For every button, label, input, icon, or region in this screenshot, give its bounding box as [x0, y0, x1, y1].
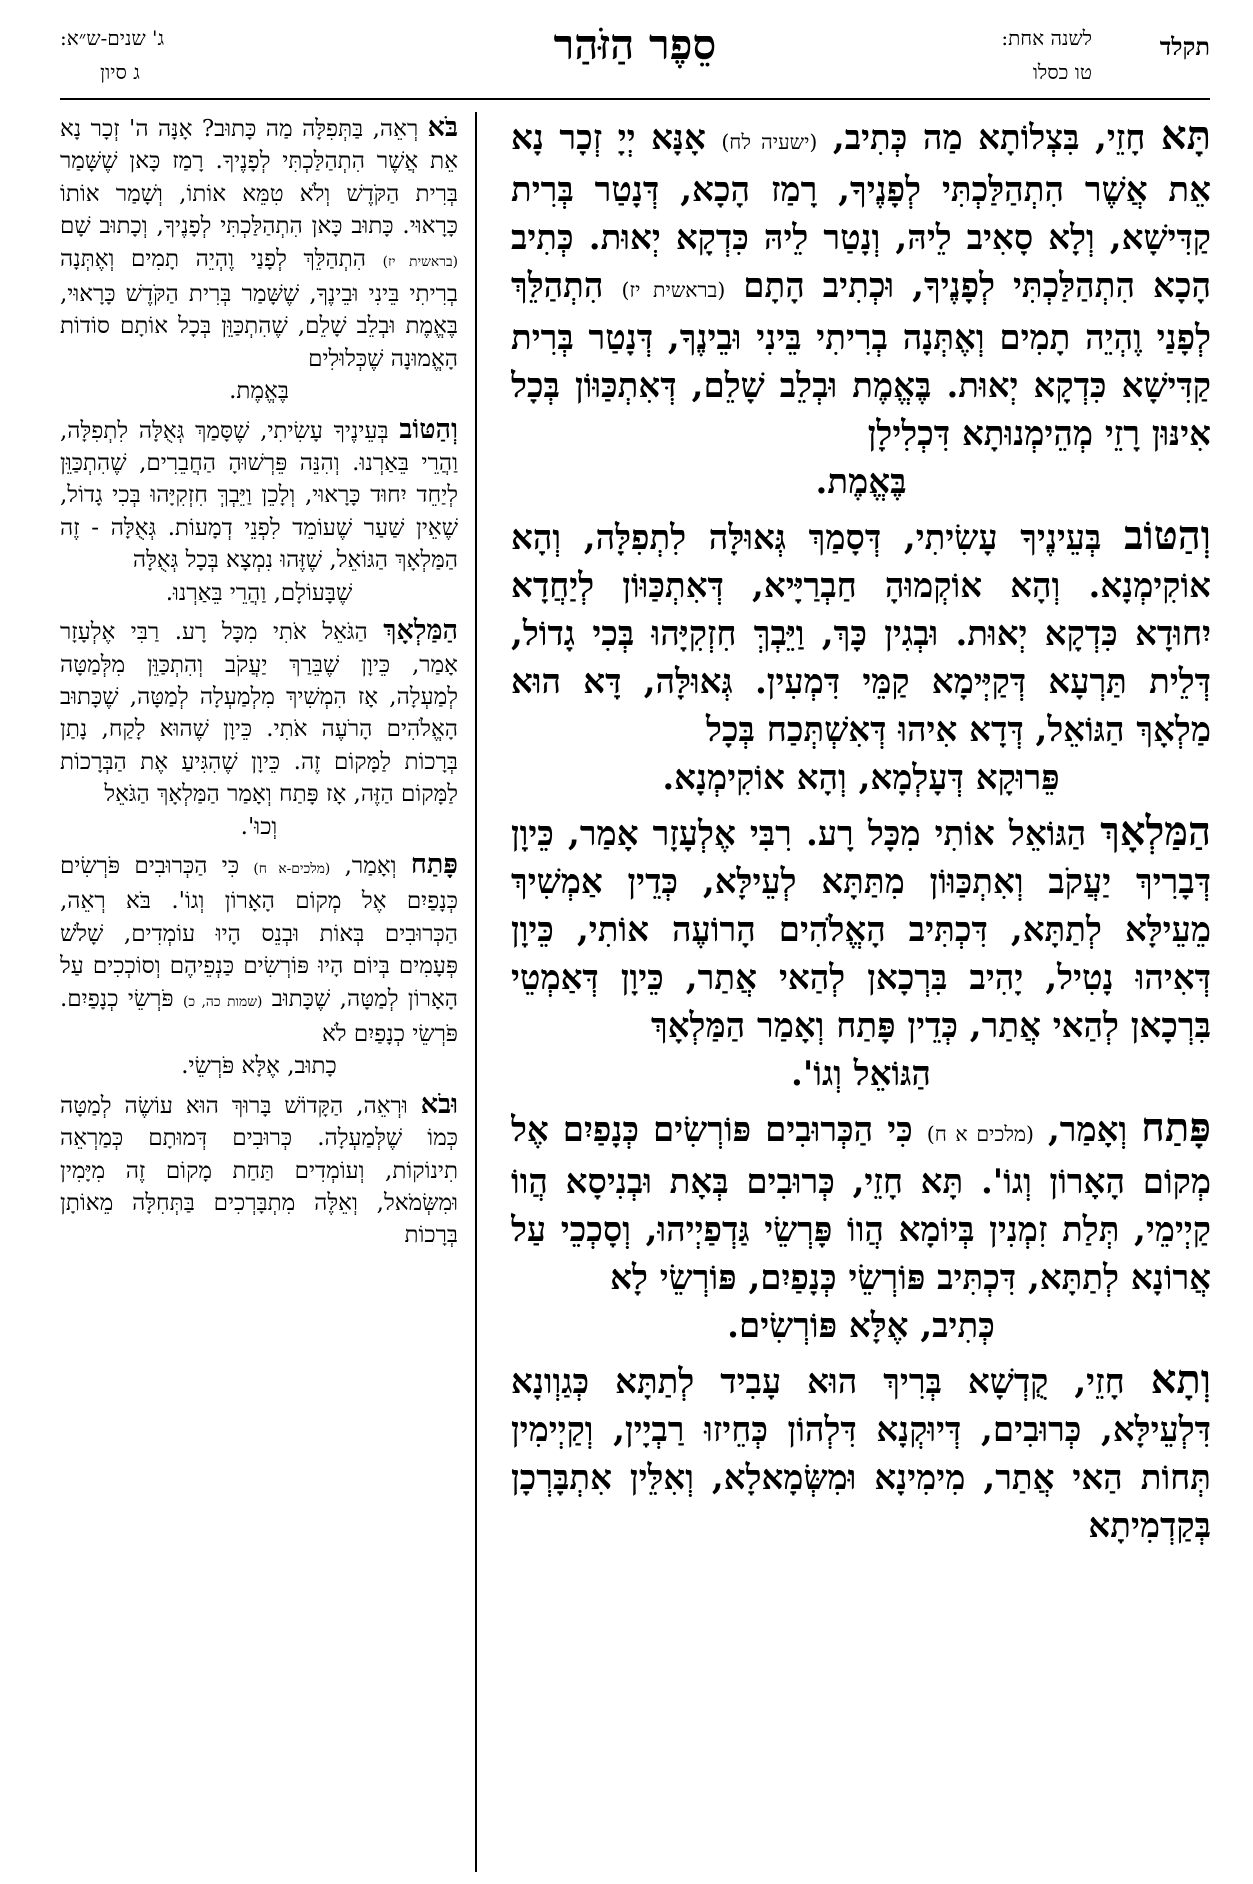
paragraph-tail: בֶּאֱמֶת. — [815, 462, 907, 502]
side-paragraph-5 — [60, 1089, 458, 1252]
paragraph-text: פֹּרְשֵׂי כְנָפַיִם. פֹּרְשֵׂי כְנָפַיִם לֹא — [60, 985, 458, 1047]
paragraph-lead-word: פָּתַח — [410, 848, 458, 880]
paragraph-lead-word: פָּתַח — [1141, 1104, 1211, 1151]
side-paragraph-1 — [60, 112, 458, 408]
three-year-schedule-label: ג' שנים-ש״א: — [60, 26, 165, 50]
book-title: סֵפֶר הַזֹּהַר — [553, 20, 717, 69]
source-citation: (שמות כה, כ) — [182, 993, 263, 1010]
paragraph-text: הַגֹּאֵל אֹתִי מִכָּל רָע. רַבִּי אֶלְעָזָר אָמַר, כֵּיוָן שֶׁבֵּרַךְ יַעֲקֹב וְהִתְכַּוֵּן מִלְּמַטָּה לְמַעְלָה, אָז הִמְשִׁיךְ מִלְמַעְלָה לְמַטָּה, שֶׁכָּתוּב הָאֱלֹהִים הָרֹעֶה אֹתִי. כֵּיוָן שֶׁהוּא לָקַח, נָתַן בְּרָכוֹת לַמָּקוֹם זֶה. כֵּיוָן שֶׁהִגִּיעַ אֶת הַבְּרָכוֹת לַמָּקוֹם הַזֶּה, אָז פָּתַח וְאָמַר הַמַּלְאָךְ הַגֹּאֵל — [60, 619, 458, 808]
paragraph-tail: פֵּרוּקָא דְּעָלְמָא, וְהָא אוֹקִימְנָא. — [662, 758, 1060, 798]
paragraph-text: חָזֵי, בִּצְלוֹתָא מַה כְּתִיב, — [817, 118, 1161, 158]
side-paragraph-4 — [60, 849, 458, 1083]
paragraph-lead-word: וְהַטּוֹב — [399, 413, 458, 445]
paragraph-text: וּרְאֵה, הַקָּדוֹשׁ בָּרוּךְ הוּא עוֹשֶׂה לְמַטָּה כְּמוֹ שֶׁלְּמַעְלָה. כְּרוּבִים דְּמוּתָם כְּמַרְאֵה תִינוֹקוֹת, וְעוֹמְדִים תַּחַת מָקוֹם זֶה מִיָּמִין וּמִשְּׂמֹאל, וְאֵלֶּה מִתְבָּרְכִים בַּתְּחִלָּה מֵאוֹתָן בְּרָכוֹת — [60, 1092, 458, 1249]
paragraph-tail: הַגּוֹאֵל וְגוֹ'. — [791, 1054, 931, 1094]
paragraph-text: וְאָמַר, — [330, 852, 411, 879]
main-paragraph-3 — [511, 808, 1211, 1098]
paragraph-text: הִתְהַלֵּךְ לְפָנַי וֶהְיֵה תָמִים וְאֶתְּנָה בְרִיתִי בֵּינִי וּבֵינֶךָ, דְּנָטַר בְּרִית קַדִּישָׁא כִּדְקָא יְאוּת. בֶּאֱמֶת וּבְלֵב שָׁלֵם, דְּאִתְכַּוּוֹן בְּכָל אִינּוּן רָזֵי מְהֵימְנוּתָא דִּכְלִילָן — [511, 266, 1211, 454]
one-year-schedule-label: לשנה אחת: — [1001, 26, 1092, 50]
main-paragraph-4 — [511, 1104, 1211, 1350]
paragraph-tail: בֶּאֱמֶת. — [229, 378, 289, 405]
three-year-schedule-date: ג סיון — [100, 60, 140, 84]
paragraph-lead-word: וְהַטּוֹב — [1124, 512, 1211, 559]
paragraph-lead-word: הַמַּלְאָךְ — [1100, 808, 1211, 855]
paragraph-lead-word: בֹּא — [427, 112, 458, 143]
paragraph-text: הִתְהַלֵּךְ לְפָנַי וֶהְיֵה תָמִים וְאֶתְּנָה בְרִיתִי בֵּינִי וּבֵינֶךָ, שֶׁשָּׁמַר בְּרִית הַקֹּדֶשׁ כָּרָאוּי, בֶּאֱמֶת וּבְלֵב שָׁלֵם, שֶׁהִתְכַּוֵּן בְּכָל אוֹתָם סוֹדוֹת הָאֱמוּנָה שֶׁכְּלוּלִים — [60, 245, 458, 372]
paragraph-text: בְּעֵינֶיךָ עָשִׂיתִי, דְּסָמַךְ גְּאוּלָּה לִתְפִלָּה, וְהָא אוֹקִימְנָא. וְהָא אוֹקְמוּהָ חַבְרַיָּיא, דְּאִתְכַּוּוֹן לְיַחֲדָא יִחוּדָא כִּדְקָא יְאוּת. וּבְגִין כָּךְ, וַיֵּבְךְּ חִזְקִיָּהוּ בְּכִי גָדוֹל, דְּלֵית תַּרְעָא דְּקַיְּימָא קַמֵּי דִּמְעִין. גְּאוּלָּה, דָּא הוּא מַלְאָךְ הַגּוֹאֵל, דְּדָא אִיהוּ דְּאִשְׁתְּכַח בְּכָל — [511, 518, 1211, 750]
main-paragraph-1 — [511, 112, 1211, 506]
header-rule — [60, 98, 1210, 100]
paragraph-text: הַגּוֹאֵל אוֹתִי מִכָּל רָע. רִבִּי אֶלְעָזָר אָמַר, כֵּיוָן דְּבָרִיךְ יַעֲקֹב וְאִתְכַּוּוֹן מִתַּתָּא לְעֵילָּא, כְּדֵין אַמְשִׁיךְ מֵעֵילָּא לְתַתָּא, דִּכְתִּיב הָאֱלֹהִים הָרוֹעֶה אוֹתִי, כֵּיוָן דְּאִיהוּ נָטִיל, יָהִיב בִּרְכָאן לְהַאי אֲתַר, כֵּיוָן דְּאַמְטֵי בִּרְכָאן לְהַאי אֲתַר, כְּדֵין פָּתַח וְאָמַר הַמַּלְאָךְ — [511, 814, 1211, 1046]
paragraph-lead-word: הַמַּלְאָךְ — [383, 615, 458, 647]
paragraph-text: כִּי הַכְּרוּבִים פּוֹרְשִׂים כְּנָפַיִם אֶל מְקוֹם הָאָרוֹן וְגוֹ'. תָּא חָזֵי, כְּרוּבִים בְּאָת וּבְנִיסָא הֲווֹ קַיְימֵי, תְּלַת זִמְנִין בְּיוֹמָא הֲווֹ פָּרְשֵׂי גַּדְפַיְיהוּ, וְסָכְכֵי עַל אֲרוֹנָא לְתַתָּא, דִּכְתִּיב פּוֹרְשֵׂי כְּנָפַיִם, פּוֹרְשֵׂי לָא — [511, 1110, 1211, 1298]
paragraph-text: אָנָּא יְיָ זְכָר נָא אֵת אֲשֶׁר הִתְהַלַּכְתִּי לְפָנֶיךָ, רָמַז הָכָא, דְּנָטַר בְּרִית קַדִּישָׁא, וְלָא סָאִיב לֵיהּ, וְנָטַר לֵיהּ כִּדְקָא יְאוּת. כְּתִיב הָכָא הִתְהַלַּכְתִּי לְפָנֶיךָ, וּכְתִיב הָתָם — [511, 118, 1211, 306]
paragraph-text: וְאָמַר, — [1033, 1110, 1142, 1150]
paragraph-tail: כָתוּב, אֶלָּא פֹּרְשֵׂי. — [181, 1053, 337, 1080]
side-paragraph-2 — [60, 414, 458, 609]
main-paragraph-2 — [511, 512, 1211, 802]
paragraph-lead-word: וְתָא — [1150, 1356, 1211, 1403]
main-paragraph-5 — [511, 1356, 1211, 1550]
source-citation: (מלכים א ח) — [926, 1122, 1034, 1146]
paragraph-lead-word: תָּא — [1160, 112, 1211, 159]
page-header — [60, 14, 1210, 104]
source-citation: (ישעיה לח) — [721, 130, 818, 154]
paragraph-lead-word: וּבֹא — [420, 1088, 458, 1120]
source-citation: (מלכים-א ח) — [253, 860, 331, 877]
paragraph-text: חָזֵי, קֻדְשָׁא בְּרִיךְ הוּא עָבִיד לְתַתָּא כְּגַוְונָא דִּלְעֵילָּא, כְּרוּבִים, דְּיוּקְנָא דִּלְהוֹן כְּחֵיזוּ רַבְיָין, וְקַיְימִין תְּחוֹת הַאי אֲתַר, מִימִינָא וּמִשְּׂמָאלָא, וְאִלֵּין אִתְבָּרְכָן בְּקַדְמִיתָא — [511, 1362, 1211, 1546]
one-year-schedule-date: טו כסלו — [1032, 60, 1092, 84]
paragraph-tail: כְּתִיב, אֶלָּא פּוֹרְשִׂים. — [727, 1306, 995, 1346]
paragraph-text: כִּי הַכְּרוּבִים פֹּרְשִׂים כְּנָפַיִם אֶל מְקוֹם הָאָרוֹן וְגוֹ'. בֹּא רְאֵה, הַכְּרוּבִים בְּאוֹת וּבְנֵס הָיוּ עוֹמְדִים, שָׁלֹשׁ פְּעָמִים בְּיוֹם הָיוּ פּוֹרְשִׂים כַּנְפֵיהֶם וְסוֹכְכִים עַל הָאָרוֹן לְמַטָּה, שֶׁכָּתוּב — [60, 852, 458, 1012]
side-paragraph-3 — [60, 615, 458, 843]
zohar-aramaic-column — [511, 112, 1211, 1872]
source-citation: (בראשית יז) — [382, 253, 458, 270]
column-divider — [475, 112, 477, 1872]
paragraph-text: רְאֵה, בַּתְּפִלָּה מַה כָּתוּב? אָנָּה ה' זְכָר נָא אֵת אֲשֶׁר הִתְהַלַּכְתִּי לְפָנֶיךָ. רָמַז כָּאן שֶׁשָּׁמַר בְּרִית הַקֹּדֶשׁ וְלֹא טִמֵּא אוֹתוֹ, וְשָׁמַר אוֹתוֹ כָּרָאוּי. כָּתוּב כָּאן הִתְהַלַּכְתִּי לְפָנֶיךָ, וְכָתוּב שָׁם — [60, 116, 458, 240]
hebrew-translation-column — [60, 112, 458, 1872]
paragraph-tail: שֶׁבָּעוֹלָם, וַהֲרֵי בֵּאַרְנוּ. — [165, 579, 353, 606]
paragraph-text: בְּעֵינֶיךָ עָשִׂיתִי, שֶׁסָּמַךְ גְּאֻלָּה לִתְפִלָּה, וַהֲרֵי בֵּאַרְנוּ. וְהִנֵּה פֵּרְשׁוּהָ הַחֲבֵרִים, שֶׁהִתְכַּוֵּן לְיַחֵד יִחוּד כָּרָאוּי, וְלָכֵן וַיֵּבְךְּ חִזְקִיָּהוּ בְּכִי גָדוֹל, שֶׁאֵין שַׁעַר שֶׁעוֹמֵד לִפְנֵי דְמָעוֹת. גְּאֻלָּה - זֶה הַמַּלְאָךְ הַגּוֹאֵל, שֶׁזֶּהוּ נִמְצָא בְּכָל גְּאֻלָּה — [60, 417, 458, 574]
paragraph-tail: וְכוּ'. — [240, 813, 278, 840]
source-citation: (בראשית יז) — [621, 278, 726, 302]
page-number: תקלד — [1159, 32, 1210, 61]
